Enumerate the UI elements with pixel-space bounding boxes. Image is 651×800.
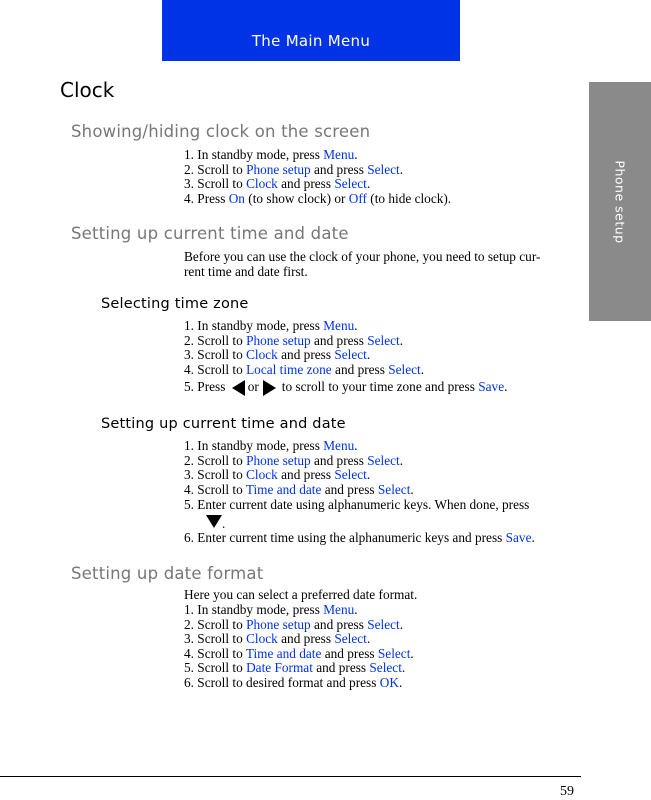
subsection-heading-current: Setting up current time and date xyxy=(101,416,346,432)
key-label: Clock xyxy=(246,631,278,647)
step-text: 2. Scroll to xyxy=(184,452,247,468)
step-text: 1. In standby mode, press xyxy=(184,147,324,162)
step-text: . xyxy=(366,176,371,192)
step-text: . xyxy=(420,361,425,377)
step-text: . xyxy=(366,631,371,647)
step-text: and press xyxy=(310,452,368,468)
key-label: On xyxy=(228,190,245,206)
section-heading-setup-time: Setting up current time and date xyxy=(71,224,349,243)
steps-current xyxy=(184,439,582,497)
step-text: and press xyxy=(277,176,335,192)
step-text: . xyxy=(399,452,404,468)
left-arrow-icon xyxy=(232,380,245,396)
key-label: Menu xyxy=(323,438,355,453)
key-label: Time and date xyxy=(245,645,322,661)
step-current-6 xyxy=(184,531,582,546)
step xyxy=(184,363,582,378)
subsection-heading-time-zone: Selecting time zone xyxy=(101,296,249,312)
step-text: and press xyxy=(321,645,378,661)
step-text: . xyxy=(410,481,414,497)
step-text: . xyxy=(399,332,404,348)
key-label: Select xyxy=(367,161,400,177)
step-text: 4. Scroll to xyxy=(184,481,246,497)
key-label: Time and date xyxy=(245,481,322,497)
step-text: . xyxy=(366,467,371,483)
step-text: and press xyxy=(321,481,378,497)
step xyxy=(184,148,582,163)
key-label: Select xyxy=(334,631,367,647)
step-text: 5. Press xyxy=(184,379,229,395)
step xyxy=(184,661,582,676)
step-text: 4. Scroll to xyxy=(184,645,246,661)
step xyxy=(184,334,582,349)
step xyxy=(184,632,582,647)
step-text: (to hide clock). xyxy=(366,190,452,206)
step-text: 3. Scroll to xyxy=(184,176,247,192)
step xyxy=(184,439,582,454)
step-text: . xyxy=(531,530,535,545)
step-text: 2. Scroll to xyxy=(184,332,247,348)
setup-time-intro xyxy=(184,250,582,279)
intro-line: Before you can use the clock of your phone, you need to setup cur- xyxy=(184,249,541,264)
step-time-zone-5 xyxy=(184,380,582,396)
side-tab xyxy=(589,82,651,321)
step xyxy=(184,177,582,192)
down-arrow-icon xyxy=(206,515,222,528)
step-text: or xyxy=(247,379,259,395)
right-arrow-icon xyxy=(263,380,276,396)
step-text: . xyxy=(354,438,358,453)
key-label: Select xyxy=(367,616,400,632)
step xyxy=(184,676,582,691)
step-text: 5. Enter current date using alphanumeric keys. When done, press xyxy=(184,497,530,512)
step-text: 3. Scroll to xyxy=(184,631,247,647)
step-text: 4. Press xyxy=(184,190,229,206)
footer-divider xyxy=(0,776,581,777)
key-label: Select xyxy=(367,452,400,468)
step-text: . xyxy=(398,674,403,690)
step-text: . xyxy=(354,318,358,333)
step-text: . xyxy=(399,161,404,177)
key-label: Local time zone xyxy=(246,361,332,377)
steps-showing xyxy=(184,148,582,206)
step-text: and press xyxy=(310,616,368,632)
key-label: Select xyxy=(377,481,411,497)
step-text: . xyxy=(354,147,358,162)
step xyxy=(184,618,582,633)
step-text: 1. In standby mode, press xyxy=(184,602,324,617)
chapter-header xyxy=(162,0,460,61)
step xyxy=(184,468,582,483)
key-label: Clock xyxy=(246,467,278,483)
key-label: Select xyxy=(388,361,421,377)
section-heading-showing: Showing/hiding clock on the screen xyxy=(71,122,371,141)
key-label: Save xyxy=(505,530,532,545)
step-text: 2. Scroll to xyxy=(184,616,247,632)
key-label: Menu xyxy=(323,318,355,333)
step-text: and press xyxy=(331,361,389,377)
step-text: 4. Scroll to xyxy=(184,361,247,377)
key-label: OK xyxy=(379,674,399,690)
step xyxy=(184,192,582,207)
step-text: and press xyxy=(277,347,335,363)
key-label: Phone setup xyxy=(246,161,311,177)
step-text: 2. Scroll to xyxy=(184,161,247,177)
step xyxy=(184,647,582,662)
key-label: Select xyxy=(334,467,367,483)
step-text: . xyxy=(399,616,404,632)
steps-date-format xyxy=(184,603,582,691)
step-text: (to show clock) or xyxy=(244,190,349,206)
key-label: Select xyxy=(377,645,411,661)
step-text: and press xyxy=(312,660,370,676)
key-label: Menu xyxy=(323,602,355,617)
step-text: . xyxy=(410,645,414,661)
key-label: Select xyxy=(369,660,402,676)
step-text: and press xyxy=(310,332,368,348)
section-heading-date-format: Setting up date format xyxy=(71,564,264,583)
page-title: Clock xyxy=(60,78,115,102)
step-text: to scroll to your time zone and press xyxy=(281,379,479,395)
key-label: Clock xyxy=(246,176,278,192)
key-label: Clock xyxy=(246,347,278,363)
intro-line: rent time and date first. xyxy=(184,263,308,279)
step xyxy=(184,483,582,498)
date-format-intro xyxy=(184,588,582,603)
step-text: and press xyxy=(277,631,335,647)
key-label: Date Format xyxy=(246,660,313,676)
key-label: Phone setup xyxy=(246,332,311,348)
step-text: . xyxy=(366,347,371,363)
key-label: Save xyxy=(478,379,505,395)
step xyxy=(184,319,582,334)
step-text: 1. In standby mode, press xyxy=(184,318,324,333)
step-text: 3. Scroll to xyxy=(184,467,247,483)
step-text: . xyxy=(222,515,226,531)
key-label: Phone setup xyxy=(246,452,311,468)
page-number: 59 xyxy=(560,784,574,799)
step-text: 6. Scroll to desired format and press xyxy=(184,674,380,690)
side-tab-label: Phone setup xyxy=(612,159,628,244)
key-label: Select xyxy=(367,332,400,348)
step xyxy=(184,454,582,469)
key-label: Select xyxy=(334,176,367,192)
step-text: and press xyxy=(277,467,335,483)
step-current-5 xyxy=(184,498,582,531)
key-label: Phone setup xyxy=(246,616,311,632)
step xyxy=(184,531,582,546)
step-text: . xyxy=(354,602,358,617)
key-label: Select xyxy=(334,347,367,363)
key-label: Menu xyxy=(323,147,355,162)
step-text: . xyxy=(504,379,508,395)
step xyxy=(184,603,582,618)
step xyxy=(184,163,582,178)
key-label: Off xyxy=(348,190,367,206)
step-text: 1. In standby mode, press xyxy=(184,438,324,453)
intro-line: Here you can select a preferred date format. xyxy=(184,587,418,602)
steps-time-zone xyxy=(184,319,582,377)
step xyxy=(184,348,582,363)
step-text: . xyxy=(401,660,406,676)
chapter-title: The Main Menu xyxy=(251,32,371,50)
step-text: and press xyxy=(310,161,368,177)
step-text: 5. Scroll to xyxy=(184,660,247,676)
step-text: 6. Enter current time using the alphanumeric keys and press xyxy=(184,530,506,545)
step-text: 3. Scroll to xyxy=(184,347,247,363)
